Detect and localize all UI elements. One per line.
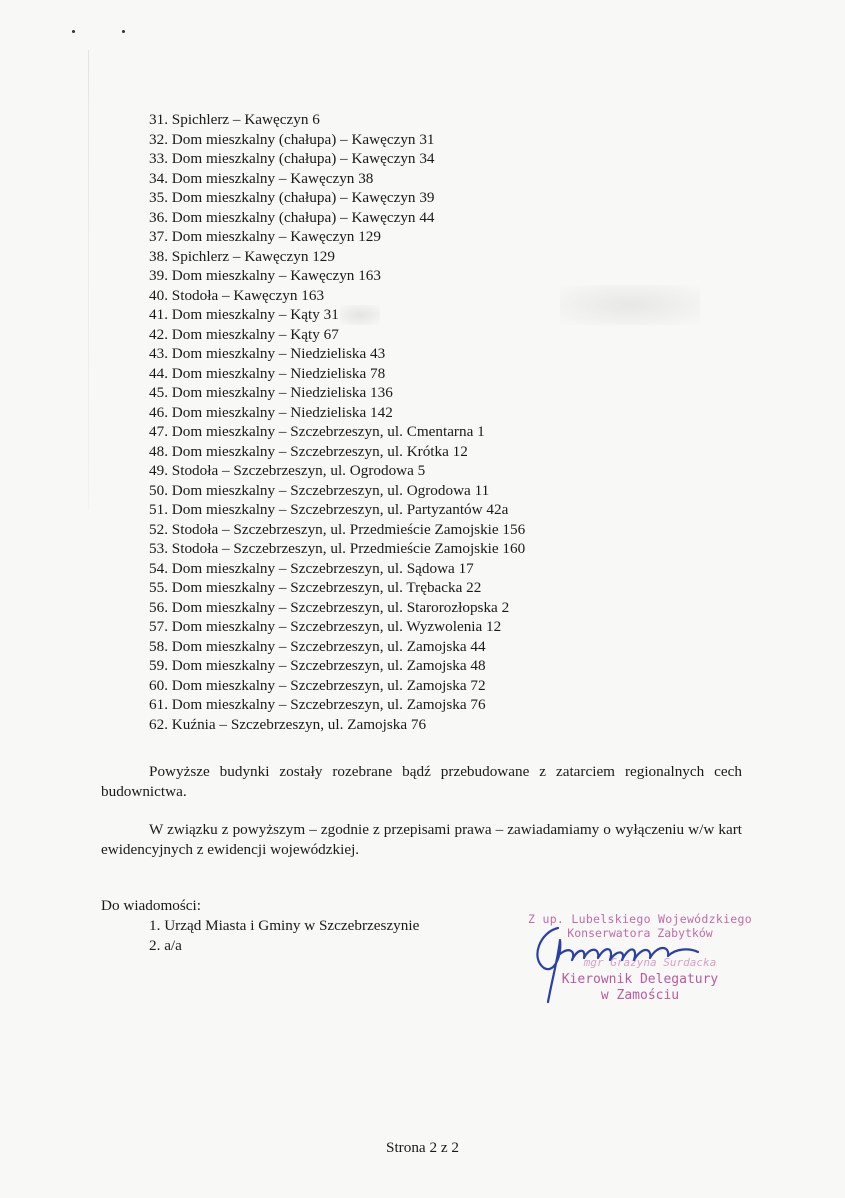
list-item: 32. Dom mieszkalny (chałupa) – Kawęczyn 31 — [149, 130, 435, 148]
list-item: 40. Stodoła – Kawęczyn 163 — [149, 286, 325, 304]
list-item: 55. Dom mieszkalny – Szczebrzeszyn, ul. Trębacka 22 — [149, 579, 482, 596]
list-item: 54. Dom mieszkalny – Szczebrzeszyn, ul. Sądowa 17 — [149, 559, 474, 577]
stamp-line: Konserwatora Zabytków — [567, 926, 713, 940]
scan-smudge — [560, 285, 700, 325]
list-item: 56. Dom mieszkalny – Szczebrzeszyn, ul. Starorozłopska 2 — [149, 598, 510, 616]
list-item: 35. Dom mieszkalny (chałupa) – Kawęczyn 39 — [149, 189, 435, 206]
list-item: 48. Dom mieszkalny – Szczebrzeszyn, ul. Krótka 12 — [149, 442, 468, 460]
stamp-line: Z up. Lubelskiego Wojewódzkiego — [528, 912, 752, 926]
signature-stroke — [537, 928, 698, 1002]
paragraph-notice: W związku z powyższym – zgodnie z przepisami prawa – zawiadamiamy o wyłączeniu w/w kart ewidencyjnych z ewidencji wojewódzkiej. — [101, 821, 742, 858]
list-item: 41. Dom mieszkalny – Kąty 31 — [149, 306, 339, 323]
list-item: 57. Dom mieszkalny – Szczebrzeszyn, ul. Wyzwolenia 12 — [149, 618, 502, 635]
list-item: 60. Dom mieszkalny – Szczebrzeszyn, ul. Zamojska 72 — [149, 676, 486, 694]
list-item: 37. Dom mieszkalny – Kawęczyn 129 — [149, 228, 381, 245]
scan-specks — [72, 30, 132, 40]
list-item: 47. Dom mieszkalny – Szczebrzeszyn, ul. Cmentarna 1 — [149, 423, 485, 440]
list-item: 52. Stodoła – Szczebrzeszyn, ul. Przedmieście Zamojskie 156 — [149, 520, 526, 538]
building-list — [149, 110, 525, 734]
list-item: 50. Dom mieszkalny – Szczebrzeszyn, ul. Ogrodowa 11 — [149, 481, 490, 499]
paragraph-demolished: Powyższe budynki zostały rozebrane bądź przebudowane z zatarciem regionalnych cech budownictwa. — [101, 763, 742, 800]
list-item: 59. Dom mieszkalny – Szczebrzeszyn, ul. Zamojska 48 — [149, 657, 486, 674]
list-item: 45. Dom mieszkalny – Niedzieliska 136 — [149, 384, 393, 401]
list-item: 51. Dom mieszkalny – Szczebrzeszyn, ul. Partyzantów 42a — [149, 501, 509, 518]
distribution-list — [149, 916, 419, 956]
stamp-line: Kierownik Delegatury — [561, 972, 719, 987]
list-item: 36. Dom mieszkalny (chałupa) – Kawęczyn 44 — [149, 208, 435, 226]
distribution-label: Do wiadomości: — [101, 897, 201, 914]
list-item: 44. Dom mieszkalny – Niedzieliska 78 — [149, 364, 386, 382]
list-item: 49. Stodoła – Szczebrzeszyn, ul. Ogrodowa 5 — [149, 462, 426, 479]
list-item: 43. Dom mieszkalny – Niedzieliska 43 — [149, 345, 386, 362]
list-item: 31. Spichlerz – Kawęczyn 6 — [149, 111, 320, 128]
list-item: 46. Dom mieszkalny – Niedzieliska 142 — [149, 403, 393, 421]
list-item: 34. Dom mieszkalny – Kawęczyn 38 — [149, 169, 374, 187]
handwritten-signature — [520, 918, 720, 1008]
list-item: 42. Dom mieszkalny – Kąty 67 — [149, 325, 339, 343]
list-item: 62. Kuźnia – Szczebrzeszyn, ul. Zamojska 76 — [149, 715, 427, 733]
distribution-item: 2. a/a — [149, 937, 182, 954]
distribution-item: 1. Urząd Miasta i Gminy w Szczebrzeszynie — [149, 917, 420, 934]
list-item: 58. Dom mieszkalny – Szczebrzeszyn, ul. Zamojska 44 — [149, 637, 486, 655]
list-item: 53. Stodoła – Szczebrzeszyn, ul. Przedmieście Zamojskie 160 — [149, 540, 526, 557]
list-item: 33. Dom mieszkalny (chałupa) – Kawęczyn 34 — [149, 150, 435, 167]
list-item: 38. Spichlerz – Kawęczyn 129 — [149, 247, 335, 265]
stamp-line: w Zamościu — [600, 988, 680, 1003]
list-item: 39. Dom mieszkalny – Kawęczyn 163 — [149, 267, 381, 284]
page-number: Strona 2 z 2 — [386, 1139, 459, 1156]
list-item: 61. Dom mieszkalny – Szczebrzeszyn, ul. Zamojska 76 — [149, 696, 486, 713]
stamp-line: mgr Grażyna Surdacka — [583, 956, 717, 969]
scan-margin-line — [88, 50, 89, 510]
